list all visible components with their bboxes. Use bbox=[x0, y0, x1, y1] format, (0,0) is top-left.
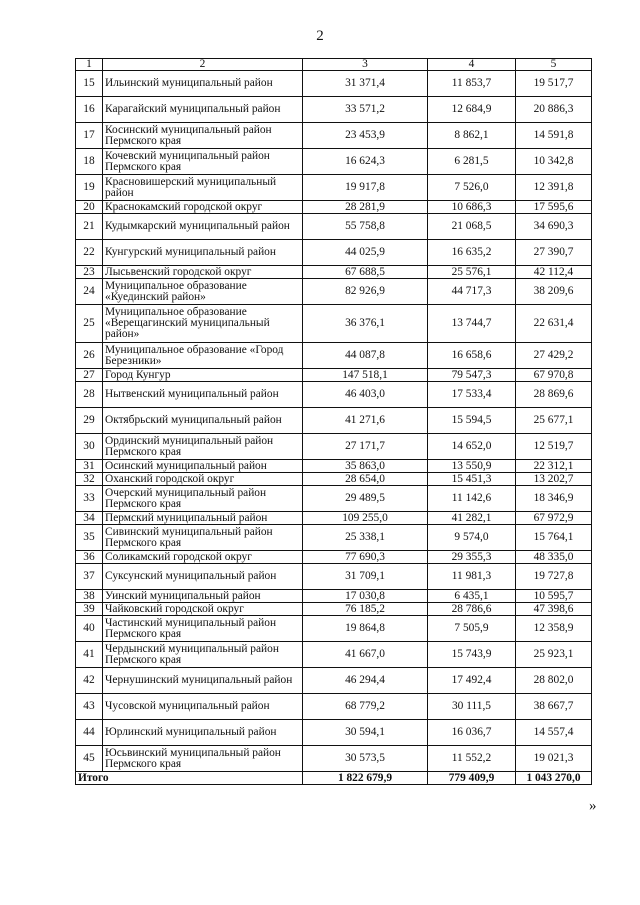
value-column-3: 28 281,9 bbox=[303, 201, 428, 214]
value-column-5: 38 209,6 bbox=[516, 279, 592, 305]
table-row bbox=[76, 123, 592, 149]
municipality-name: Ильинский муниципальный район bbox=[103, 71, 303, 97]
table-row bbox=[76, 525, 592, 551]
row-number: 25 bbox=[76, 305, 103, 343]
row-number: 17 bbox=[76, 123, 103, 149]
value-column-3: 30 594,1 bbox=[303, 720, 428, 746]
row-number: 39 bbox=[76, 603, 103, 616]
row-number: 34 bbox=[76, 512, 103, 525]
total-column-4: 779 409,9 bbox=[428, 772, 516, 785]
total-label: Итого bbox=[76, 772, 303, 785]
value-column-4: 13 744,7 bbox=[428, 305, 516, 343]
value-column-5: 48 335,0 bbox=[516, 551, 592, 564]
table-row bbox=[76, 279, 592, 305]
municipality-name: Чернушинский муниципальный район bbox=[103, 668, 303, 694]
value-column-4: 21 068,5 bbox=[428, 214, 516, 240]
table-body bbox=[76, 71, 592, 772]
table-row bbox=[76, 746, 592, 772]
municipality-name: Уинский муниципальный район bbox=[103, 590, 303, 603]
table-row bbox=[76, 201, 592, 214]
municipality-name: Чердынский муниципальный район Пермского края bbox=[103, 642, 303, 668]
municipality-name: Соликамский городской округ bbox=[103, 551, 303, 564]
municipality-name: Октябрьский муниципальный район bbox=[103, 408, 303, 434]
municipality-name: Муниципальное образование «Верещагинский муниципальный район» bbox=[103, 305, 303, 343]
table-row bbox=[76, 175, 592, 201]
value-column-4: 11 981,3 bbox=[428, 564, 516, 590]
value-column-4: 13 550,9 bbox=[428, 460, 516, 473]
value-column-4: 41 282,1 bbox=[428, 512, 516, 525]
value-column-4: 79 547,3 bbox=[428, 369, 516, 382]
value-column-4: 10 686,3 bbox=[428, 201, 516, 214]
row-number: 30 bbox=[76, 434, 103, 460]
value-column-5: 20 886,3 bbox=[516, 97, 592, 123]
row-number: 19 bbox=[76, 175, 103, 201]
municipality-name: Чайковский городской округ bbox=[103, 603, 303, 616]
value-column-4: 15 743,9 bbox=[428, 642, 516, 668]
value-column-5: 15 764,1 bbox=[516, 525, 592, 551]
table-row bbox=[76, 603, 592, 616]
column-header: 5 bbox=[516, 59, 592, 71]
value-column-5: 10 595,7 bbox=[516, 590, 592, 603]
value-column-5: 19 517,7 bbox=[516, 71, 592, 97]
row-number: 18 bbox=[76, 149, 103, 175]
value-column-4: 11 853,7 bbox=[428, 71, 516, 97]
row-number: 44 bbox=[76, 720, 103, 746]
value-column-5: 67 972,9 bbox=[516, 512, 592, 525]
value-column-3: 27 171,7 bbox=[303, 434, 428, 460]
row-number: 31 bbox=[76, 460, 103, 473]
row-number: 45 bbox=[76, 746, 103, 772]
value-column-5: 27 390,7 bbox=[516, 240, 592, 266]
row-number: 15 bbox=[76, 71, 103, 97]
table-row bbox=[76, 668, 592, 694]
row-number: 32 bbox=[76, 473, 103, 486]
value-column-5: 25 923,1 bbox=[516, 642, 592, 668]
row-number: 40 bbox=[76, 616, 103, 642]
table-row bbox=[76, 486, 592, 512]
value-column-4: 7 505,9 bbox=[428, 616, 516, 642]
table-row bbox=[76, 240, 592, 266]
value-column-4: 15 594,5 bbox=[428, 408, 516, 434]
table-header-row bbox=[76, 59, 592, 71]
row-number: 35 bbox=[76, 525, 103, 551]
value-column-5: 42 112,4 bbox=[516, 266, 592, 279]
value-column-5: 47 398,6 bbox=[516, 603, 592, 616]
closing-quote-mark: » bbox=[589, 798, 597, 814]
value-column-3: 36 376,1 bbox=[303, 305, 428, 343]
value-column-3: 29 489,5 bbox=[303, 486, 428, 512]
table-row bbox=[76, 97, 592, 123]
table-row bbox=[76, 512, 592, 525]
value-column-4: 8 862,1 bbox=[428, 123, 516, 149]
row-number: 28 bbox=[76, 382, 103, 408]
value-column-5: 22 312,1 bbox=[516, 460, 592, 473]
value-column-4: 14 652,0 bbox=[428, 434, 516, 460]
row-number: 38 bbox=[76, 590, 103, 603]
value-column-3: 67 688,5 bbox=[303, 266, 428, 279]
value-column-3: 19 917,8 bbox=[303, 175, 428, 201]
column-header: 3 bbox=[303, 59, 428, 71]
value-column-4: 15 451,3 bbox=[428, 473, 516, 486]
municipality-name: Суксунский муниципальный район bbox=[103, 564, 303, 590]
municipality-name: Оханский городской округ bbox=[103, 473, 303, 486]
value-column-3: 76 185,2 bbox=[303, 603, 428, 616]
municipality-name: Чусовской муниципальный район bbox=[103, 694, 303, 720]
value-column-3: 31 709,1 bbox=[303, 564, 428, 590]
table-row bbox=[76, 694, 592, 720]
row-number: 24 bbox=[76, 279, 103, 305]
municipality-name: Город Кунгур bbox=[103, 369, 303, 382]
value-column-4: 44 717,3 bbox=[428, 279, 516, 305]
value-column-3: 77 690,3 bbox=[303, 551, 428, 564]
row-number: 26 bbox=[76, 343, 103, 369]
value-column-3: 82 926,9 bbox=[303, 279, 428, 305]
value-column-5: 18 346,9 bbox=[516, 486, 592, 512]
value-column-4: 17 533,4 bbox=[428, 382, 516, 408]
municipality-name: Лысьвенский городской округ bbox=[103, 266, 303, 279]
value-column-3: 31 371,4 bbox=[303, 71, 428, 97]
municipality-name: Краснокамский городской округ bbox=[103, 201, 303, 214]
municipality-name: Пермский муниципальный район bbox=[103, 512, 303, 525]
municipality-name: Кунгурский муниципальный район bbox=[103, 240, 303, 266]
row-number: 36 bbox=[76, 551, 103, 564]
table-row bbox=[76, 149, 592, 175]
value-column-5: 19 021,3 bbox=[516, 746, 592, 772]
value-column-5: 12 519,7 bbox=[516, 434, 592, 460]
value-column-3: 68 779,2 bbox=[303, 694, 428, 720]
value-column-5: 14 591,8 bbox=[516, 123, 592, 149]
row-number: 29 bbox=[76, 408, 103, 434]
table-row bbox=[76, 214, 592, 240]
value-column-3: 44 087,8 bbox=[303, 343, 428, 369]
row-number: 21 bbox=[76, 214, 103, 240]
table-row bbox=[76, 473, 592, 486]
total-row bbox=[76, 772, 592, 785]
table-row bbox=[76, 642, 592, 668]
value-column-3: 44 025,9 bbox=[303, 240, 428, 266]
table-row bbox=[76, 369, 592, 382]
row-number: 22 bbox=[76, 240, 103, 266]
value-column-5: 27 429,2 bbox=[516, 343, 592, 369]
value-column-3: 46 294,4 bbox=[303, 668, 428, 694]
value-column-4: 16 658,6 bbox=[428, 343, 516, 369]
row-number: 23 bbox=[76, 266, 103, 279]
value-column-4: 16 036,7 bbox=[428, 720, 516, 746]
table-row bbox=[76, 720, 592, 746]
municipality-name: Сивинский муниципальный район Пермского края bbox=[103, 525, 303, 551]
table-row bbox=[76, 616, 592, 642]
value-column-5: 13 202,7 bbox=[516, 473, 592, 486]
municipality-name: Ординский муниципальный район Пермского края bbox=[103, 434, 303, 460]
value-column-5: 17 595,6 bbox=[516, 201, 592, 214]
value-column-4: 11 552,2 bbox=[428, 746, 516, 772]
value-column-4: 17 492,4 bbox=[428, 668, 516, 694]
table-row bbox=[76, 343, 592, 369]
table-row bbox=[76, 71, 592, 97]
table-row bbox=[76, 408, 592, 434]
row-number: 41 bbox=[76, 642, 103, 668]
total-column-3: 1 822 679,9 bbox=[303, 772, 428, 785]
municipality-name: Муниципальное образование «Город Березники» bbox=[103, 343, 303, 369]
value-column-3: 35 863,0 bbox=[303, 460, 428, 473]
value-column-4: 28 786,6 bbox=[428, 603, 516, 616]
value-column-5: 10 342,8 bbox=[516, 149, 592, 175]
value-column-5: 34 690,3 bbox=[516, 214, 592, 240]
value-column-5: 38 667,7 bbox=[516, 694, 592, 720]
value-column-5: 14 557,4 bbox=[516, 720, 592, 746]
value-column-3: 109 255,0 bbox=[303, 512, 428, 525]
table-row bbox=[76, 564, 592, 590]
value-column-5: 12 358,9 bbox=[516, 616, 592, 642]
row-number: 27 bbox=[76, 369, 103, 382]
municipality-name: Нытвенский муниципальный район bbox=[103, 382, 303, 408]
row-number: 43 bbox=[76, 694, 103, 720]
row-number: 33 bbox=[76, 486, 103, 512]
value-column-3: 46 403,0 bbox=[303, 382, 428, 408]
value-column-4: 25 576,1 bbox=[428, 266, 516, 279]
table-row bbox=[76, 551, 592, 564]
municipality-name: Кочевский муниципальный район Пермского края bbox=[103, 149, 303, 175]
municipality-name: Муниципальное образование «Куединский район» bbox=[103, 279, 303, 305]
value-column-3: 17 030,8 bbox=[303, 590, 428, 603]
value-column-4: 7 526,0 bbox=[428, 175, 516, 201]
value-column-4: 29 355,3 bbox=[428, 551, 516, 564]
value-column-3: 19 864,8 bbox=[303, 616, 428, 642]
row-number: 16 bbox=[76, 97, 103, 123]
value-column-4: 12 684,9 bbox=[428, 97, 516, 123]
municipality-name: Кудымкарский муниципальный район bbox=[103, 214, 303, 240]
municipality-name: Юсьвинский муниципальный район Пермского края bbox=[103, 746, 303, 772]
value-column-5: 25 677,1 bbox=[516, 408, 592, 434]
value-column-5: 19 727,8 bbox=[516, 564, 592, 590]
value-column-3: 41 667,0 bbox=[303, 642, 428, 668]
page-number: 2 bbox=[316, 28, 324, 44]
value-column-3: 28 654,0 bbox=[303, 473, 428, 486]
total-column-5: 1 043 270,0 bbox=[516, 772, 592, 785]
allocation-table bbox=[75, 58, 592, 785]
table-row bbox=[76, 305, 592, 343]
column-header: 1 bbox=[76, 59, 103, 71]
column-header: 2 bbox=[103, 59, 303, 71]
column-header: 4 bbox=[428, 59, 516, 71]
value-column-4: 6 435,1 bbox=[428, 590, 516, 603]
municipality-name: Юрлинский муниципальный район bbox=[103, 720, 303, 746]
value-column-3: 33 571,2 bbox=[303, 97, 428, 123]
value-column-5: 12 391,8 bbox=[516, 175, 592, 201]
value-column-5: 28 802,0 bbox=[516, 668, 592, 694]
value-column-5: 22 631,4 bbox=[516, 305, 592, 343]
value-column-3: 25 338,1 bbox=[303, 525, 428, 551]
value-column-3: 147 518,1 bbox=[303, 369, 428, 382]
value-column-3: 55 758,8 bbox=[303, 214, 428, 240]
municipality-name: Карагайский муниципальный район bbox=[103, 97, 303, 123]
municipality-name: Частинский муниципальный район Пермского края bbox=[103, 616, 303, 642]
value-column-4: 6 281,5 bbox=[428, 149, 516, 175]
row-number: 20 bbox=[76, 201, 103, 214]
table-row bbox=[76, 434, 592, 460]
municipality-name: Красновишерский муниципальный район bbox=[103, 175, 303, 201]
value-column-3: 16 624,3 bbox=[303, 149, 428, 175]
value-column-3: 41 271,6 bbox=[303, 408, 428, 434]
value-column-4: 16 635,2 bbox=[428, 240, 516, 266]
municipality-name: Очерский муниципальный район Пермского края bbox=[103, 486, 303, 512]
value-column-3: 23 453,9 bbox=[303, 123, 428, 149]
value-column-5: 28 869,6 bbox=[516, 382, 592, 408]
table-row bbox=[76, 460, 592, 473]
value-column-4: 11 142,6 bbox=[428, 486, 516, 512]
value-column-5: 67 970,8 bbox=[516, 369, 592, 382]
municipality-name: Осинский муниципальный район bbox=[103, 460, 303, 473]
row-number: 37 bbox=[76, 564, 103, 590]
value-column-4: 30 111,5 bbox=[428, 694, 516, 720]
municipality-name: Косинский муниципальный район Пермского края bbox=[103, 123, 303, 149]
table-row bbox=[76, 266, 592, 279]
table-row bbox=[76, 590, 592, 603]
row-number: 42 bbox=[76, 668, 103, 694]
table-row bbox=[76, 382, 592, 408]
value-column-3: 30 573,5 bbox=[303, 746, 428, 772]
value-column-4: 9 574,0 bbox=[428, 525, 516, 551]
